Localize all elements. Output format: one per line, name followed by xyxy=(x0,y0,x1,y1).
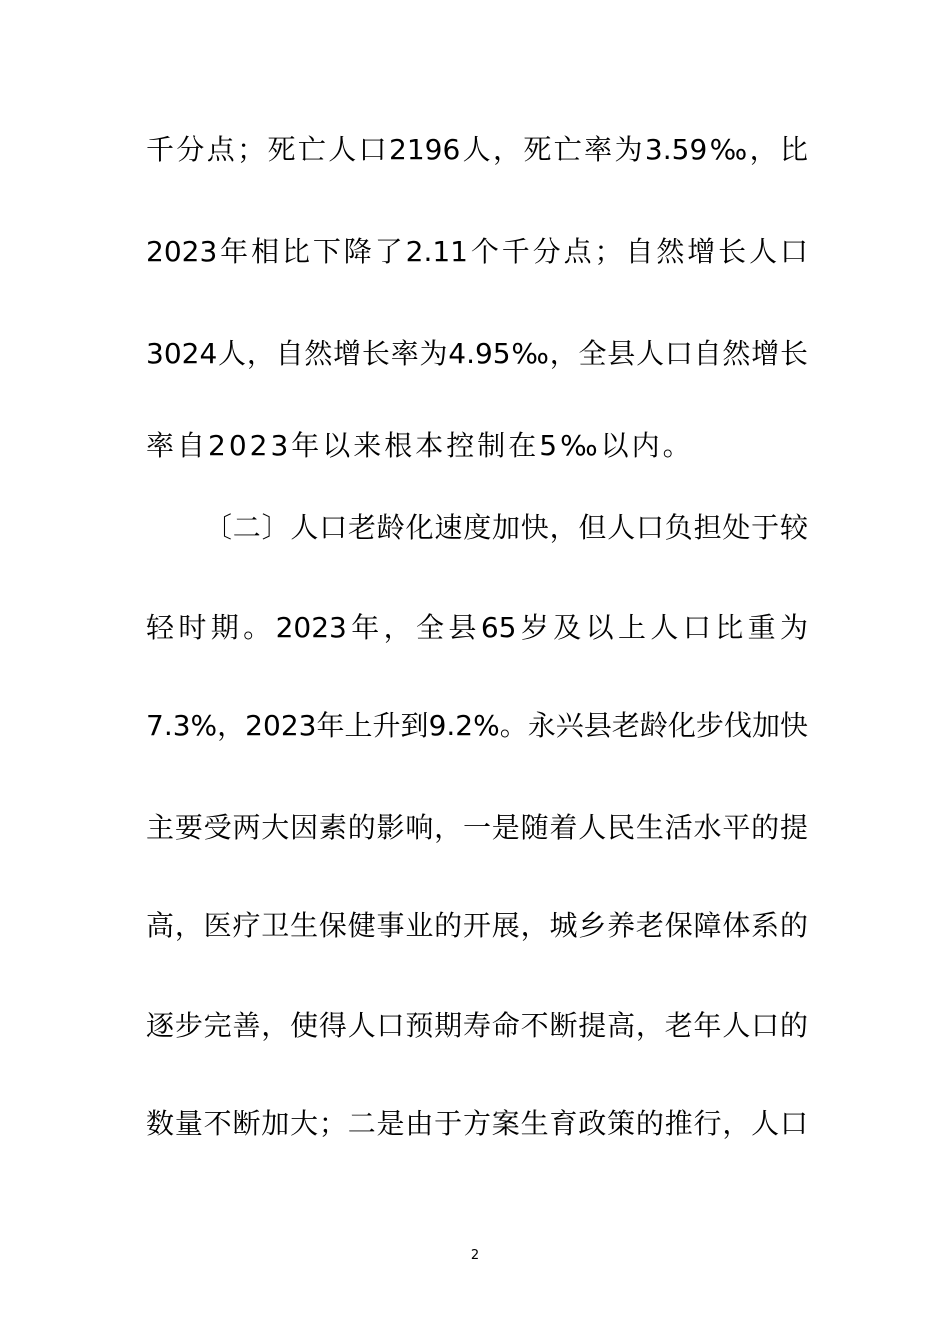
paragraph-line: 千分点；死亡人口2196人，死亡率为3.59‰，比 xyxy=(146,133,808,166)
paragraph-line: 3024人，自然增长率为4.95‰，全县人口自然增长 xyxy=(146,337,808,370)
paragraph-line: 率自2023年以来根本控制在5‰以内。 xyxy=(146,429,694,462)
paragraph-line: 2023年相比下降了2.11个千分点；自然增长人口 xyxy=(146,235,808,268)
paragraph-line: 高，医疗卫生保健事业的开展，城乡养老保障体系的 xyxy=(146,909,808,942)
page-number: 2 xyxy=(470,1248,480,1263)
paragraph-line: 7.3%，2023年上升到9.2%。永兴县老龄化步伐加快 xyxy=(146,709,808,742)
paragraph-line: 轻时期。2023年，全县65岁及以上人口比重为 xyxy=(146,611,808,644)
paragraph-line: 数量不断加大；二是由于方案生育政策的推行，人口 xyxy=(146,1107,808,1140)
paragraph-line: 主要受两大因素的影响，一是随着人民生活水平的提 xyxy=(146,811,808,844)
paragraph-line: 逐步完善，使得人口预期寿命不断提高，老年人口的 xyxy=(146,1009,808,1042)
section-heading-line: 〔二〕人口老龄化速度加快，但人口负担处于较 xyxy=(204,511,808,544)
